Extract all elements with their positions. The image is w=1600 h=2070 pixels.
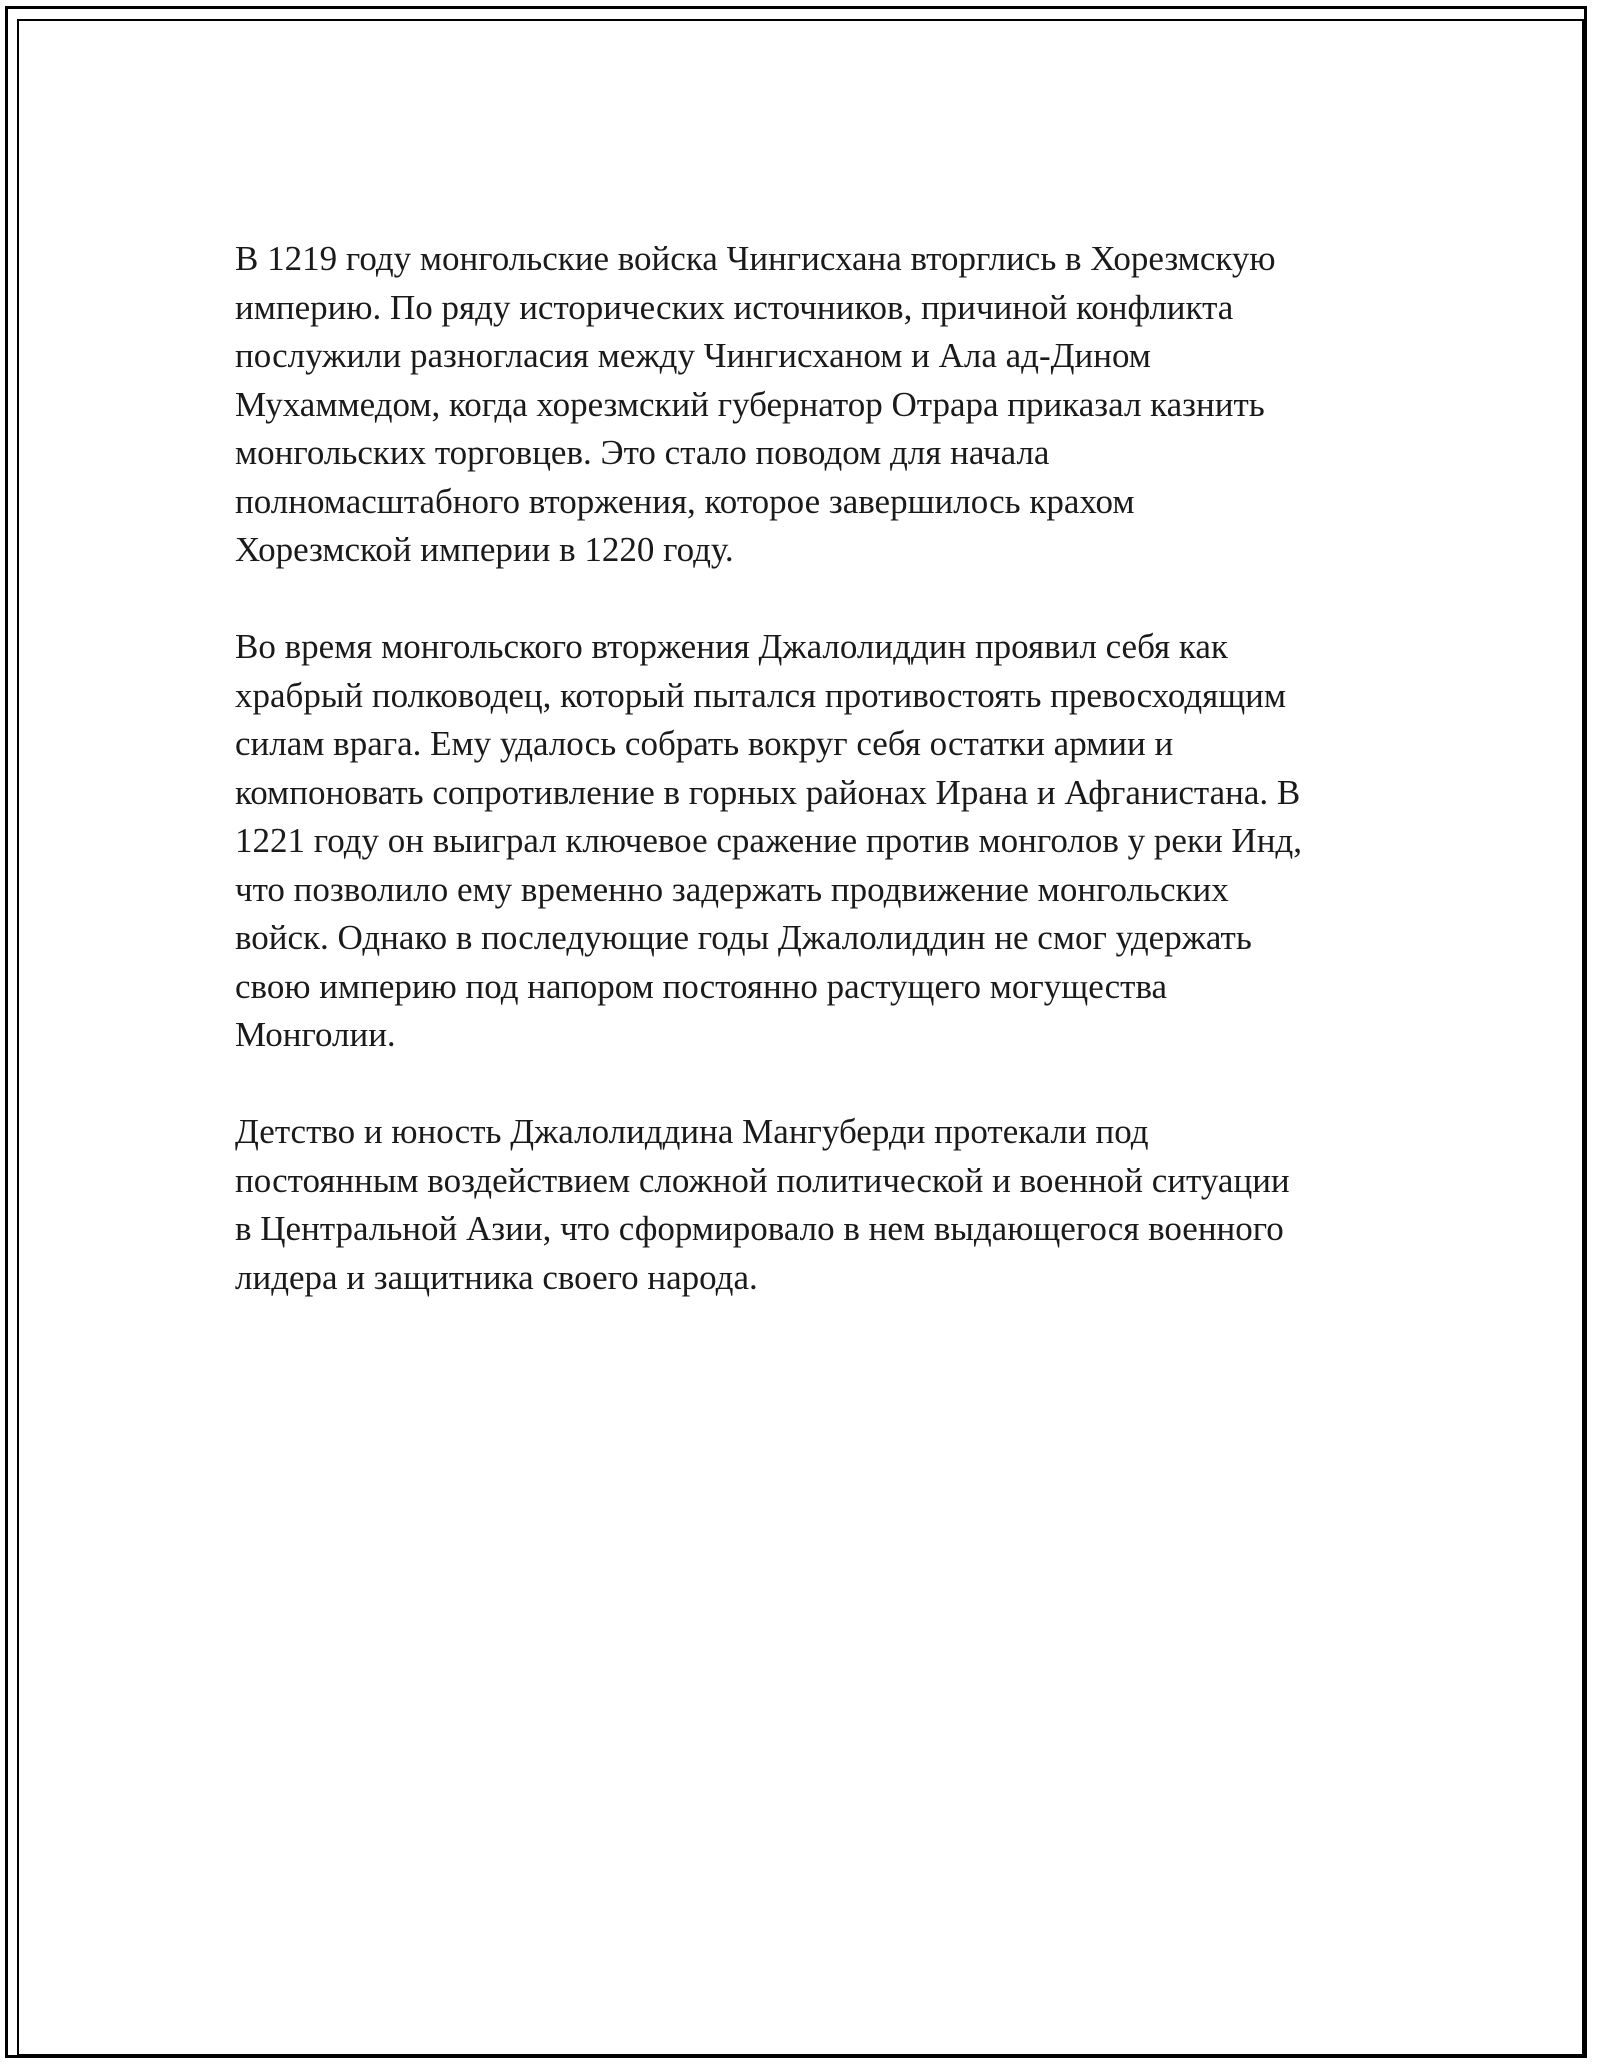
paragraph-jaloliddin-resistance: Во время монгольского вторжения Джалолиддин проявил себя как храбрый полководец, который пытался противостоять превосходящим силам врага. Ему удалось собрать вокруг себя остатки армии и компоновать сопротивление в горных районах Ирана и Афганистана. В 1221 году он выиграл ключевое сражение против монголов у реки Инд, что позволило ему временно задержать продвижение монгольских войск. Однако в последующие годы Джалолиддин не смог удержать свою империю под напором постоянно растущего могущества Монголии. bbox=[235, 627, 1302, 1054]
paragraph-childhood-youth: Детство и юность Джалолиддина Мангуберди протекали под постоянным воздействием сложной политической и военной ситуации в Центральной Азии, что сформировало в нем выдающегося военного лидера и защитника своего народа. bbox=[235, 1112, 1290, 1297]
paragraph-mongol-invasion: В 1219 году монгольские войска Чингисхана вторглись в Хорезмскую империю. По ряду исторических источников, причиной конфликта послужили разногласия между Чингисханом и Ала ад-Дином Мухаммедом, когда хорезмский губернатор Отрара приказал казнить монгольских торговцев. Это стало поводом для начала полномасштабного вторжения, которое завершилось крахом Хорезмской империи в 1220 году. bbox=[235, 239, 1276, 569]
document-body bbox=[235, 235, 1365, 1351]
